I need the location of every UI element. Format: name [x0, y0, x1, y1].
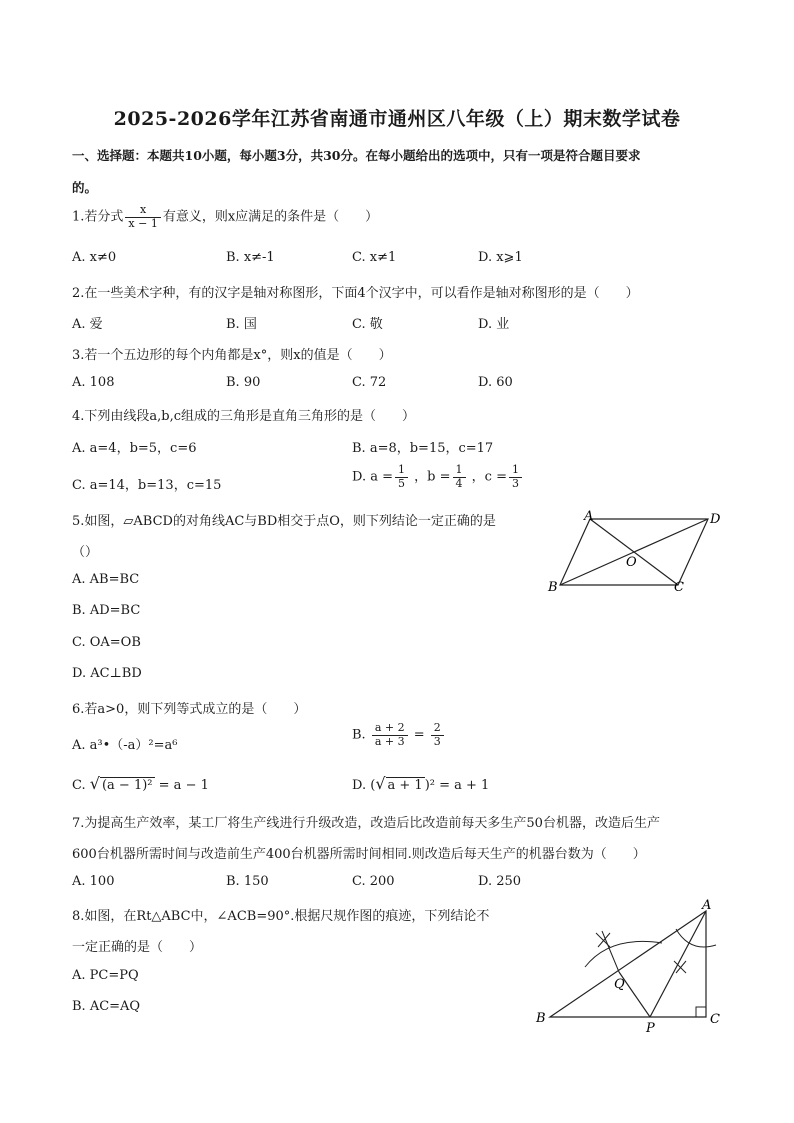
q4d-a-den: 5 [398, 476, 406, 490]
page-title: 2025-2026学年江苏省南通市通州区八年级（上）期末数学试卷 [113, 108, 681, 130]
parallelogram-figure [540, 505, 730, 595]
label-a: A [702, 898, 712, 913]
label-d: D [710, 512, 721, 527]
right-angle-mark [696, 1007, 706, 1017]
q4-option-c[interactable]: C. a=14，b=13，c=15 [72, 478, 222, 493]
triangle-figure [530, 895, 730, 1045]
q4d-b-den: 4 [455, 476, 463, 490]
q4d-c-num: 1 [509, 464, 522, 478]
q6b-lhs-frac [372, 722, 408, 748]
q4d-b-label: ，b = [414, 469, 451, 485]
q6b-prefix: B. [352, 727, 366, 743]
question-4: 4.下列由线段a,b,c组成的三角形是直角三角形的是（ ） [72, 409, 416, 424]
q6b-equals: = [413, 727, 425, 743]
q6b-lhs-num: a + 2 [372, 722, 408, 736]
triangle-abc [550, 911, 706, 1017]
construction-line [602, 931, 619, 972]
sqrt-icon: √ [89, 774, 100, 793]
question-1 [72, 204, 378, 230]
q6d-open: ( [370, 778, 376, 793]
q6d-prefix: D. [352, 778, 367, 793]
q6-option-c[interactable] [72, 774, 209, 793]
q6-option-b[interactable] [352, 722, 446, 748]
q4d-b-num: 1 [453, 464, 466, 478]
question-6: 6.若a>0，则下列等式成立的是（ ） [72, 702, 307, 717]
q6c-prefix: C. [72, 778, 86, 793]
sqrt-icon: √ [375, 774, 386, 793]
q7-option-a[interactable]: A. 100 [72, 874, 115, 889]
q4d-prefix: D. [352, 469, 367, 485]
q3-option-b[interactable]: B. 90 [226, 375, 261, 390]
q4d-a-num: 1 [395, 464, 408, 478]
q6c-suffix: = a − 1 [158, 778, 209, 793]
question-7-cont: 600台机器所需时间与改造前生产400台机器所需时间相同.则改造后每天生产的机器台数为（ ） [72, 847, 646, 862]
label-a: A [584, 509, 594, 524]
label-p: P [646, 1021, 655, 1036]
question-5-cont: （） [72, 545, 99, 560]
q8-option-a[interactable]: A. PC=PQ [72, 968, 139, 983]
question-5: 5.如图，▱ABCD的对角线AC与BD相交于点O，则下列结论一定正确的是 [72, 514, 496, 529]
q6d-radicand: a + 1 [387, 778, 423, 793]
construction-arc-b [585, 941, 662, 967]
q6-option-a[interactable]: A. a³•（-a）²=a⁶ [72, 738, 178, 753]
q2-option-c[interactable]: C. 敬 [352, 317, 383, 332]
question-8-cont: 一定正确的是（ ） [72, 940, 203, 955]
q5-option-b[interactable]: B. AD=BC [72, 603, 141, 618]
q4d-c-label: ，c = [471, 469, 507, 485]
question-3: 3.若一个五边形的每个内角都是x°，则x的值是（ ） [72, 348, 392, 363]
q4d-b-frac [453, 464, 466, 490]
q2-option-d[interactable]: D. 业 [478, 317, 510, 332]
q5-option-a[interactable]: A. AB=BC [72, 572, 140, 587]
q6-option-d[interactable] [352, 774, 489, 793]
section-header-cont: 的。 [72, 180, 98, 195]
label-c: C [710, 1012, 720, 1027]
q3-option-c[interactable]: C. 72 [352, 375, 387, 390]
label-q: Q [614, 977, 625, 992]
q1-frac-den: x − 1 [128, 216, 158, 230]
q3-option-a[interactable]: A. 108 [72, 375, 115, 390]
label-b: B [536, 1011, 546, 1026]
q1-option-a[interactable]: A. x≠0 [72, 250, 117, 265]
q6b-rhs-frac [431, 722, 444, 748]
q5-option-d[interactable]: D. AC⊥BD [72, 666, 142, 681]
q6d-suffix: )² = a + 1 [424, 778, 490, 793]
segment-ap [650, 911, 706, 1017]
q4-option-b[interactable]: B. a=8，b=15，c=17 [352, 441, 494, 456]
q4-option-a[interactable]: A. a=4，b=5，c=6 [72, 441, 197, 456]
q6c-radicand: (a − 1)² [101, 778, 153, 793]
q4-option-d[interactable] [352, 464, 524, 490]
q1-option-b[interactable]: B. x≠-1 [226, 250, 275, 265]
label-c: C [674, 580, 684, 595]
question-8: 8.如图，在Rt△ABC中，∠ACB=90°.根据尺规作图的痕迹，下列结论不 [72, 909, 490, 924]
q8-option-b[interactable]: B. AC=AQ [72, 999, 141, 1014]
diagonal-bd [560, 519, 708, 585]
q1-frac-num: x [125, 204, 160, 218]
q6b-rhs-num: 2 [431, 722, 444, 736]
q1-suffix: 有意义，则x应满足的条件是（ ） [162, 209, 379, 225]
q6b-rhs-den: 3 [433, 734, 441, 748]
q3-option-d[interactable]: D. 60 [478, 375, 513, 390]
q1-option-c[interactable]: C. x≠1 [352, 250, 397, 265]
section-header: 一、选择题：本题共10小题，每小题3分，共30分。在每小题给出的选项中，只有一项是符合题目要求 [72, 148, 641, 163]
q1-option-d[interactable]: D. x⩾1 [478, 250, 523, 265]
q5-option-c[interactable]: C. OA=OB [72, 635, 141, 650]
q7-option-c[interactable]: C. 200 [352, 874, 395, 889]
q1-prefix: 1.若分式 [72, 209, 124, 225]
q7-option-d[interactable]: D. 250 [478, 874, 522, 889]
question-7: 7.为提高生产效率，某工厂将生产线进行升级改造，改造后比改造前每天多生产50台机器，改造后生产 [72, 816, 660, 831]
q4d-a-label: a = [370, 469, 394, 485]
q2-option-b[interactable]: B. 国 [226, 317, 257, 332]
q7-option-b[interactable]: B. 150 [226, 874, 269, 889]
q2-option-a[interactable]: A. 爱 [72, 317, 103, 332]
q4d-c-den: 3 [511, 476, 519, 490]
label-b: B [548, 580, 558, 595]
label-o: O [626, 555, 637, 570]
q4d-c-frac [509, 464, 522, 490]
q4d-a-frac [395, 464, 408, 490]
question-2: 2.在一些美术字种，有的汉字是轴对称图形，下面4个汉字中，可以看作是轴对称图形的是（ ） [72, 286, 639, 301]
q1-fraction [125, 204, 160, 230]
construction-arc-a [676, 929, 716, 947]
q6b-lhs-den: a + 3 [374, 734, 405, 748]
